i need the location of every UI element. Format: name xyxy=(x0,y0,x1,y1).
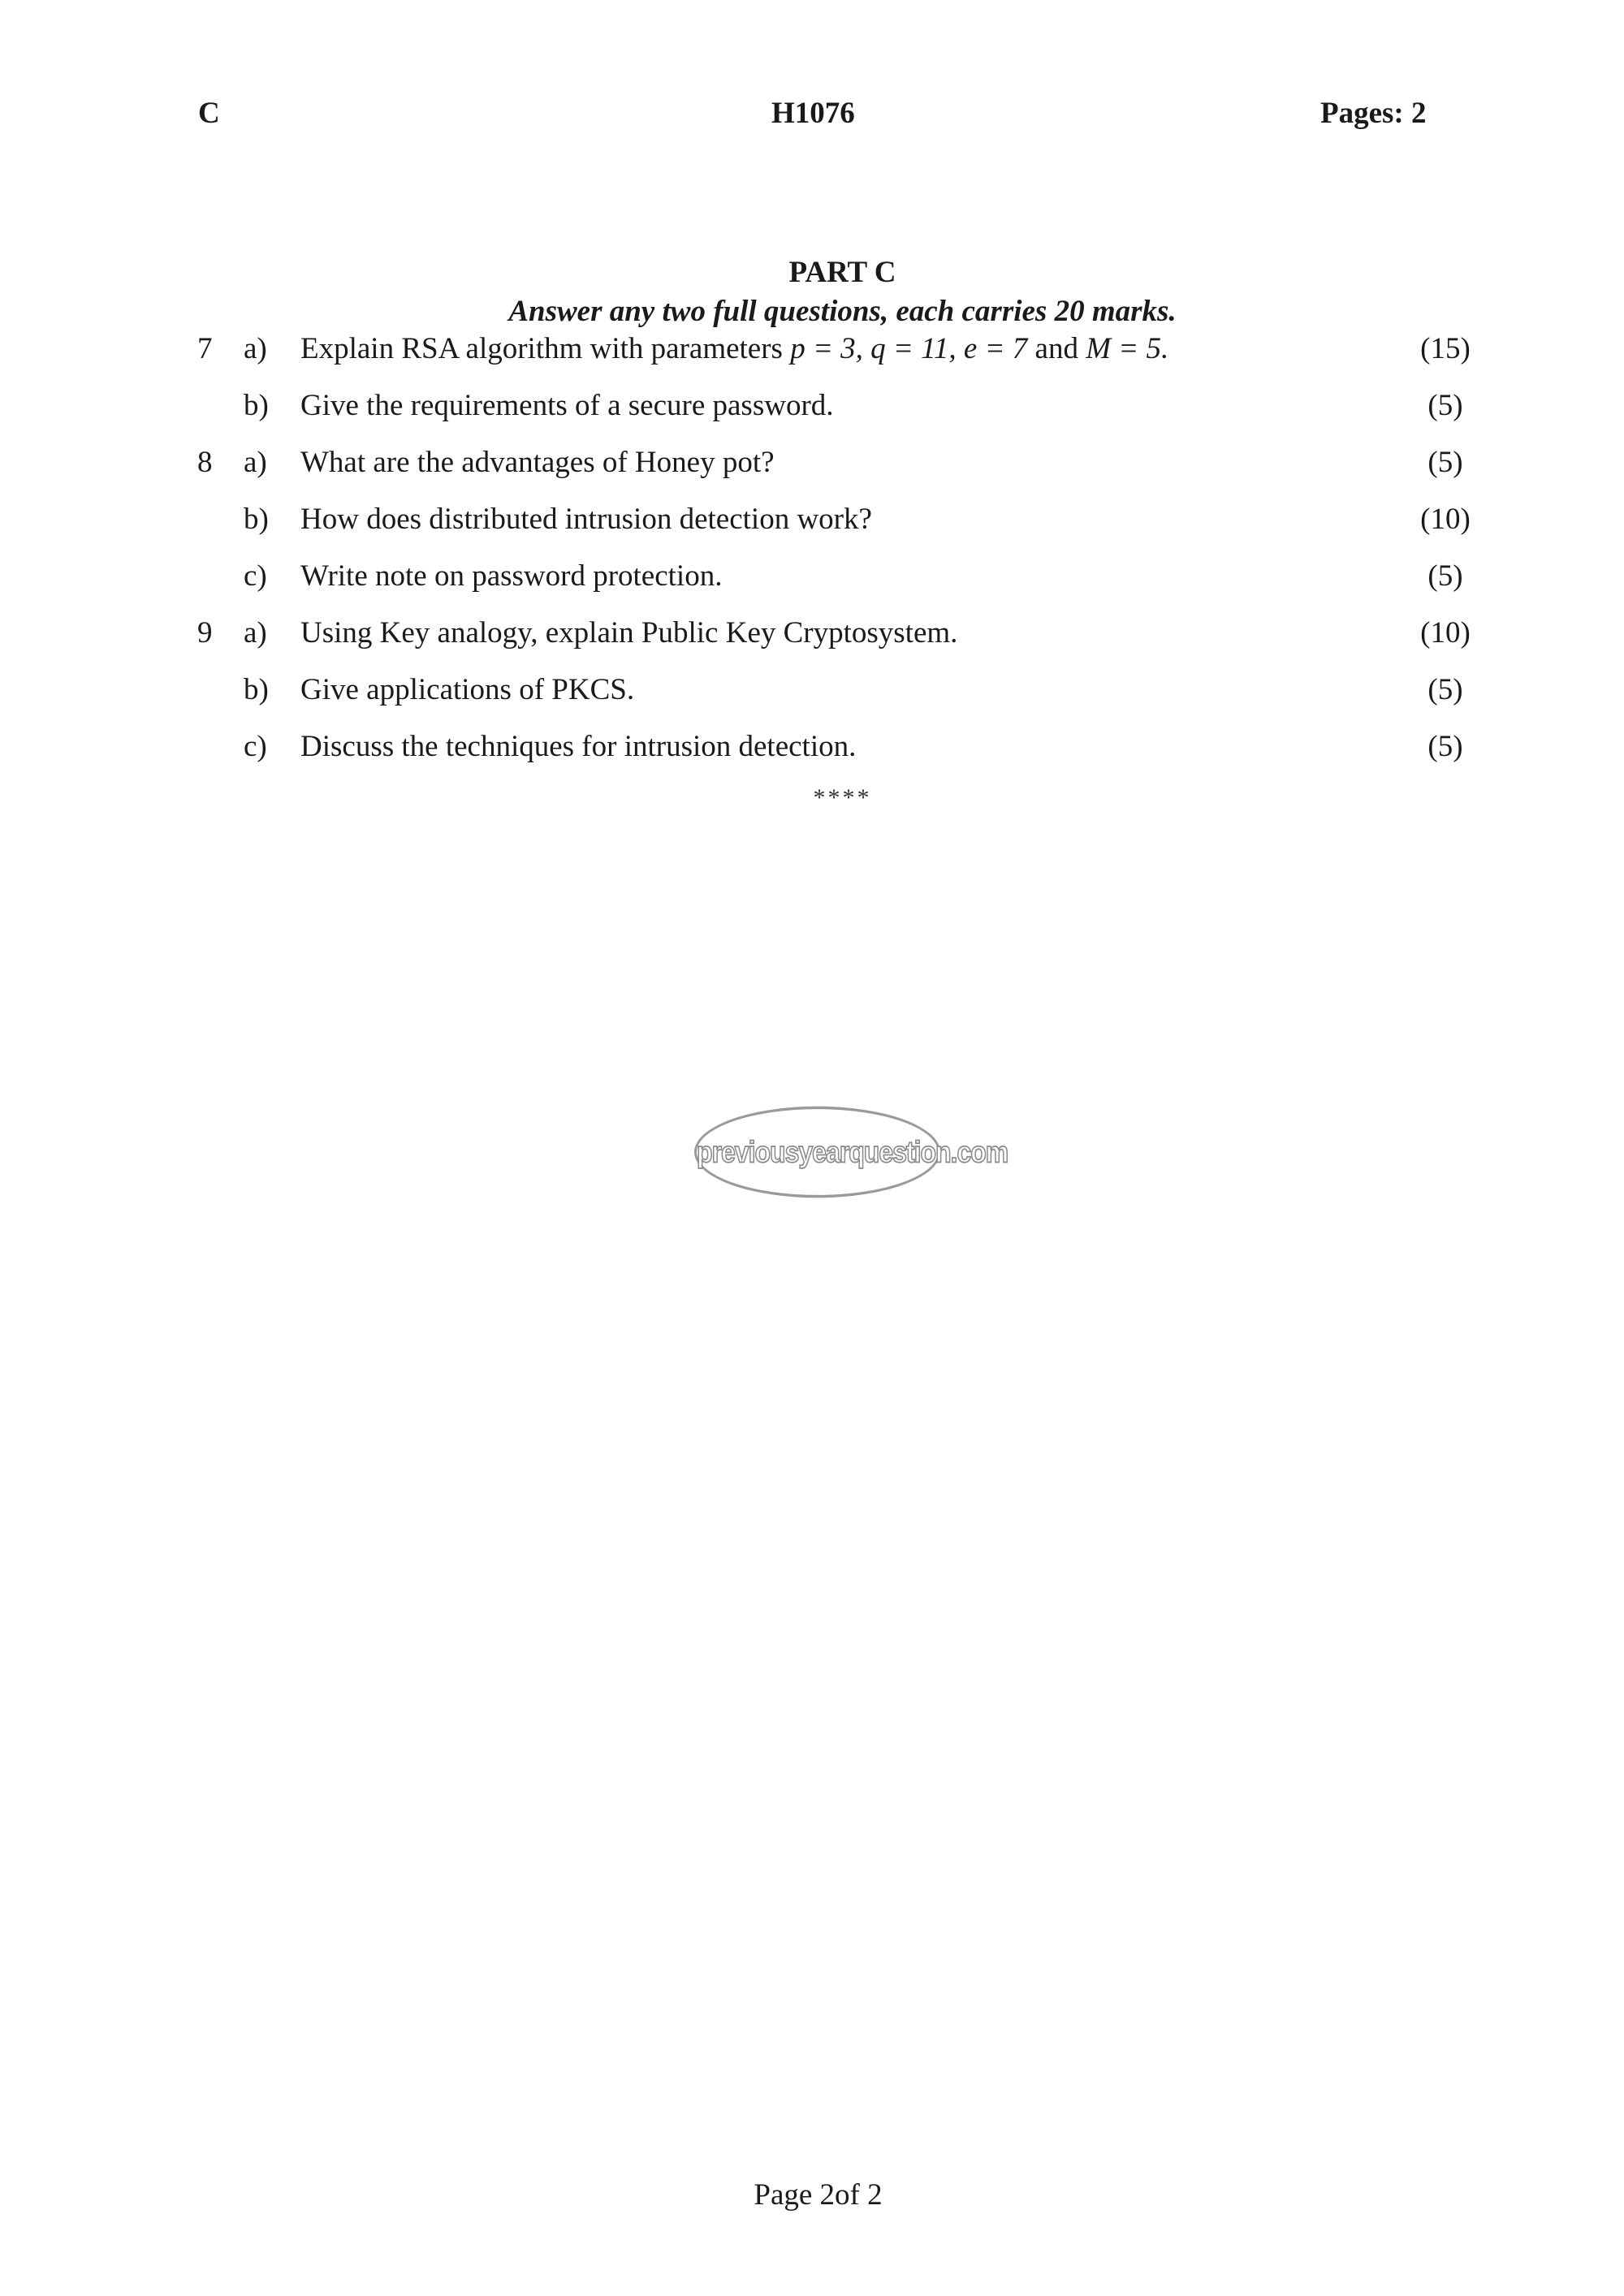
question-sub-label: a) xyxy=(244,446,267,479)
page-header xyxy=(0,96,1624,145)
question-sub-label: a) xyxy=(244,332,267,365)
question-8a xyxy=(0,445,1624,486)
question-sub-label: b) xyxy=(244,673,269,706)
part-title: PART C xyxy=(788,256,896,289)
watermark-logo: previousyearquestion.com xyxy=(694,1107,940,1198)
question-number: 7 xyxy=(197,332,213,365)
header-page-count: Pages: 2 xyxy=(1320,97,1427,130)
question-text: Write note on password protection. xyxy=(300,559,723,593)
question-number: 9 xyxy=(197,616,213,650)
question-sub-label: a) xyxy=(244,616,267,650)
header-paper-code: H1076 xyxy=(771,97,855,130)
question-9a xyxy=(0,615,1624,656)
question-7b xyxy=(0,388,1624,429)
question-text: What are the advantages of Honey pot? xyxy=(300,446,775,479)
part-instruction: Answer any two full questions, each carries 20 marks. xyxy=(508,295,1177,328)
question-number: 8 xyxy=(197,446,213,479)
question-sub-label: c) xyxy=(244,730,267,763)
page-footer: Page 2of 2 xyxy=(754,2178,883,2212)
question-text: Explain RSA algorithm with parameters p = 3, q = 11, e = 7 and M = 5. xyxy=(300,332,1169,365)
question-marks: (5) xyxy=(1427,446,1463,479)
question-text: Using Key analogy, explain Public Key Cryptosystem. xyxy=(300,616,958,650)
question-sub-label: b) xyxy=(244,389,269,422)
question-8b xyxy=(0,502,1624,542)
question-marks: (15) xyxy=(1420,332,1471,365)
question-marks: (5) xyxy=(1427,559,1463,593)
question-marks: (5) xyxy=(1427,673,1463,706)
message-value: M = 5. xyxy=(1086,332,1169,365)
rsa-parameters: p = 3, q = 11, e = 7 xyxy=(790,332,1028,365)
question-marks: (5) xyxy=(1427,730,1463,763)
question-text: Give the requirements of a secure password. xyxy=(300,389,834,422)
question-9b xyxy=(0,672,1624,713)
question-marks: (5) xyxy=(1427,389,1463,422)
question-sub-label: c) xyxy=(244,559,267,593)
header-series-code: C xyxy=(198,97,220,130)
question-7a xyxy=(0,331,1624,372)
question-marks: (10) xyxy=(1420,616,1471,650)
question-text: Give applications of PKCS. xyxy=(300,673,635,706)
question-9c xyxy=(0,729,1624,770)
question-text: How does distributed intrusion detection work? xyxy=(300,503,872,536)
end-of-paper-marker: **** xyxy=(813,784,872,811)
question-sub-label: b) xyxy=(244,503,269,536)
question-marks: (10) xyxy=(1420,503,1471,536)
question-8c xyxy=(0,559,1624,599)
question-text: Discuss the techniques for intrusion detection. xyxy=(300,730,857,763)
